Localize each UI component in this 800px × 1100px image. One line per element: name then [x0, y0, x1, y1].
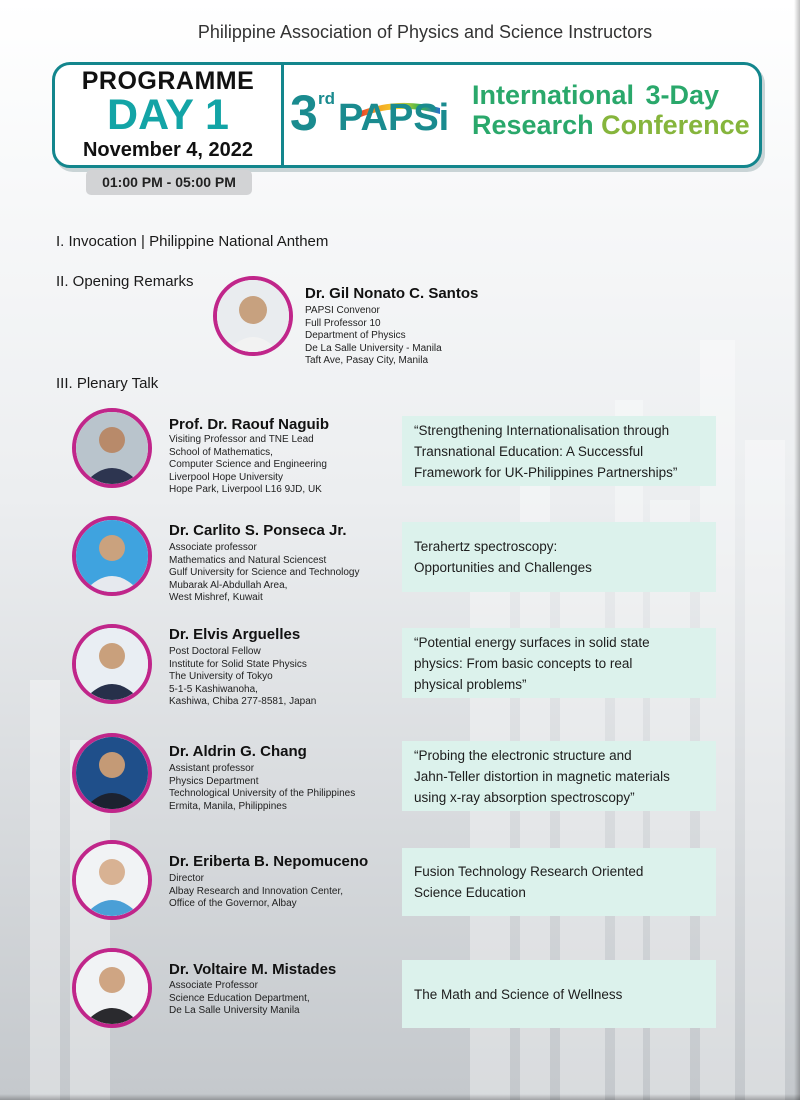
speaker-affiliation-line: Ermita, Manila, Philippines	[169, 800, 287, 812]
speaker-affiliation-line: Associate Professor	[169, 980, 258, 991]
conference-title-line2	[472, 110, 750, 141]
speaker-affiliation-line: Computer Science and Engineering	[169, 459, 327, 470]
talk-topic	[402, 741, 716, 811]
avatar-opening-speaker	[213, 276, 293, 356]
speaker-name: Dr. Elvis Arguelles	[169, 626, 301, 643]
talk-topic	[402, 628, 716, 698]
time-badge: 01:00 PM - 05:00 PM	[86, 170, 252, 195]
talk-topic-line: Framework for UK-Philippines Partnerships”	[414, 464, 678, 480]
speaker-affiliation-line: West Mishref, Kuwait	[169, 592, 263, 603]
talk-topic-line: Terahertz spectroscopy:	[414, 539, 558, 554]
conference-title-line1	[472, 80, 719, 111]
section-invocation: I. Invocation | Philippine National Anthem	[56, 233, 329, 250]
avatar-speaker	[72, 733, 152, 813]
speaker-affiliation-line: The University of Tokyo	[169, 671, 273, 682]
avatar-speaker	[72, 516, 152, 596]
talk-topic-line: Opportunities and Challenges	[414, 560, 592, 575]
avatar-speaker	[72, 840, 152, 920]
section-plenary-talk: III. Plenary Talk	[56, 375, 159, 392]
talk-topic-line: physical problems”	[414, 676, 527, 692]
avatar-speaker	[72, 948, 152, 1028]
page-shadow-bottom	[0, 1094, 800, 1100]
logo-text: PAPSi	[338, 97, 450, 134]
papsi-logo	[336, 90, 460, 139]
talk-topic	[402, 522, 716, 592]
speaker-affiliation-line: Assistant professor	[169, 763, 255, 774]
speaker-affiliation-line: Institute for Solid State Physics	[169, 658, 307, 670]
speaker-affiliation-line: Albay Research and Innovation Center,	[169, 885, 343, 897]
edition-suffix: rd	[318, 89, 335, 108]
speaker-name: Dr. Eriberta B. Nepomuceno	[169, 853, 369, 870]
speaker-affiliation-line: Physics Department	[169, 775, 259, 787]
talk-topic-line: “Strengthening Internationalisation through	[414, 422, 670, 438]
talk-topic	[402, 416, 716, 486]
speaker-affiliation-line: Kashiwa, Chiba 277-8581, Japan	[169, 696, 317, 707]
avatar-speaker	[72, 624, 152, 704]
speaker-name: Dr. Carlito S. Ponseca Jr.	[169, 522, 347, 539]
speaker-affiliation-line: Hope Park, Liverpool L16 9JD, UK	[169, 484, 322, 495]
talk-topic-line: Fusion Technology Research Oriented	[414, 864, 644, 879]
opening-speaker-name: Dr. Gil Nonato C. Santos	[305, 285, 479, 302]
talk-topic-line: physics: From basic concepts to real	[414, 655, 633, 671]
talk-topic-line: The Math and Science of Wellness	[414, 986, 623, 1002]
talk-topic-line: Science Education	[414, 885, 526, 900]
speaker-affiliation-line: Associate professor	[169, 542, 257, 553]
speaker-name: Prof. Dr. Raouf Naguib	[169, 416, 330, 433]
conference-word-3day: 3-Day	[645, 80, 720, 110]
opening-speaker-line: Full Professor 10	[305, 317, 381, 329]
event-date: November 4, 2022	[82, 139, 254, 161]
opening-speaker-line: Department of Physics	[305, 330, 406, 341]
speaker-affiliation-line: School of Mathematics,	[169, 446, 273, 458]
conference-word-conference: Conference	[601, 110, 750, 140]
speaker-affiliation-line: Director	[169, 873, 205, 884]
talk-topic-line: “Probing the electronic structure and	[414, 747, 632, 763]
speaker-name: Dr. Aldrin G. Chang	[169, 743, 307, 760]
talk-topic	[402, 960, 716, 1028]
banner-divider	[281, 65, 284, 165]
day-label: DAY 1	[107, 91, 229, 139]
conference-word-research: Research	[472, 110, 594, 140]
association-name: Philippine Association of Physics and Science Instructors	[197, 22, 653, 42]
programme-day-block	[55, 65, 281, 165]
speaker-affiliation-line: Gulf University for Science and Technology	[169, 567, 360, 578]
speaker-name: Dr. Voltaire M. Mistades	[169, 961, 337, 978]
opening-speaker-line: De La Salle University - Manila	[305, 342, 442, 354]
conference-word-international: International	[472, 80, 635, 110]
talk-topic-line: “Potential energy surfaces in solid state	[414, 634, 650, 650]
speaker-affiliation-line: Post Doctoral Fellow	[169, 646, 261, 657]
speaker-affiliation-line: Science Education Department,	[169, 992, 310, 1004]
talk-topic	[402, 848, 716, 916]
speaker-affiliation-line: Technological University of the Philippines	[169, 788, 356, 799]
speaker-affiliation-line: Mubarak Al-Abdullah Area,	[169, 579, 288, 591]
speaker-affiliation-line: Office of the Governor, Albay	[169, 898, 297, 909]
page-shadow-right	[794, 0, 800, 1100]
edition-number: 3	[290, 85, 318, 141]
opening-speaker-line: Taft Ave, Pasay City, Manila	[305, 355, 429, 366]
speaker-affiliation-line: Visiting Professor and TNE Lead	[169, 434, 314, 445]
speaker-affiliation-line: De La Salle University Manila	[169, 1005, 300, 1016]
avatar-speaker	[72, 408, 152, 488]
talk-topic-line: Transnational Education: A Successful	[414, 443, 644, 459]
talk-topic-line: using x-ray absorption spectroscopy”	[414, 789, 635, 805]
programme-label: PROGRAMME	[81, 67, 255, 95]
section-opening-remarks: II. Opening Remarks	[56, 273, 194, 290]
talk-topic-line: Jahn-Teller distortion in magnetic materials	[414, 768, 670, 784]
opening-speaker-line: PAPSI Convenor	[305, 305, 380, 316]
speaker-affiliation-line: 5-1-5 Kashiwanoha,	[169, 683, 258, 695]
speaker-affiliation-line: Mathematics and Natural Sciencest	[169, 554, 327, 566]
speaker-affiliation-line: Liverpool Hope University	[169, 471, 283, 483]
